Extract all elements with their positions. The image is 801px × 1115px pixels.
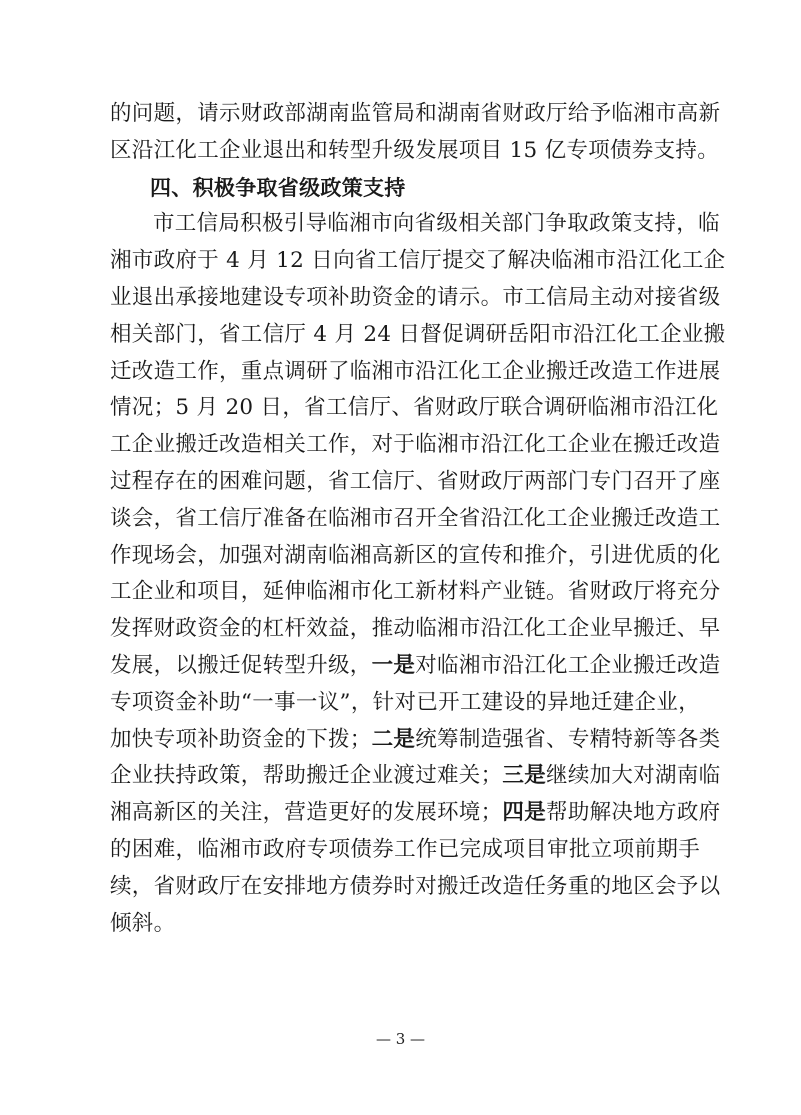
text-line <box>110 648 721 685</box>
text-line: 作现场会，加强对湖南临湘高新区的宣传和推介，引进优质的化 <box>110 542 721 568</box>
text-run: 对临湘市沿江化工企业搬迁改造 <box>415 652 721 678</box>
text-run: 统筹制造强省、专精特新等各类 <box>415 726 721 752</box>
text-run: 帮助解决地方政府 <box>546 800 721 826</box>
text-run: 发展，以搬迁促转型升级， <box>110 652 372 678</box>
text-line: 区沿江化工企业退出和转型升级发展项目 15 亿专项债券支持。 <box>110 137 720 163</box>
text-line: 发挥财政资金的杠杆效益，推动临湘市沿江化工企业早搬迁、早 <box>110 616 721 642</box>
text-run: 加快专项补助资金的下拨； <box>110 726 372 752</box>
text-run: 继续加大对湖南临 <box>546 763 721 789</box>
text-line: 的问题，请示财政部湖南监管局和湖南省财政厅给予临湘市高新 <box>110 101 721 126</box>
point-label: 四是 <box>502 800 547 826</box>
text-line: 的困难，临湘市政府专项债券工作已完成项目审批立项前期手 <box>110 836 700 862</box>
page-number: — 3 — <box>375 1030 426 1048</box>
text-run: 湘高新区的关注，营造更好的发展环境； <box>110 800 503 826</box>
point-label: 三是 <box>502 763 547 789</box>
text-line: 市工信局积极引导临湘市向省级相关部门争取政策支持，临 <box>153 211 720 237</box>
text-run: 企业扶持政策，帮助搬迁企业渡过难关； <box>110 763 503 789</box>
text-line <box>110 758 721 795</box>
document-body <box>110 96 726 942</box>
text-line: 工企业搬迁改造相关工作，对于临湘市沿江化工企业在搬迁改造 <box>110 432 721 458</box>
text-line: 迁改造工作，重点调研了临湘市沿江化工企业搬迁改造工作进展 <box>110 358 721 384</box>
text-line: 谈会，省工信厅准备在临湘市召开全省沿江化工企业搬迁改造工 <box>110 505 721 531</box>
text-line: 续，省财政厅在安排地方债券时对搬迁改造任务重的地区会予以 <box>110 873 721 899</box>
text-line: 过程存在的困难问题，省工信厅、省财政厅两部门专门召开了座 <box>110 468 721 494</box>
text-line: 相关部门，省工信厅 4 月 24 日督促调研岳阳市沿江化工企业搬 <box>110 321 726 347</box>
point-label: 一是 <box>371 652 416 678</box>
text-line: 倾斜。 <box>110 910 176 936</box>
text-line: 工企业和项目，延伸临湘市化工新材料产业链。省财政厅将充分 <box>110 579 721 605</box>
text-line: 湘市政府于 4 月 12 日向省工信厅提交了解决临湘市沿江化工企 <box>110 248 726 274</box>
text-line <box>110 795 721 832</box>
text-line: 专项资金补助“一事一议”，针对已开工建设的异地迁建企业， <box>110 689 700 715</box>
text-line: 情况；5 月 20 日，省工信厅、省财政厅联合调研临湘市沿江化 <box>110 395 719 421</box>
text-line: 业退出承接地建设专项补助资金的请示。市工信局主动对接省级 <box>110 284 721 310</box>
section-heading: 四、积极争取省级政策支持 <box>150 175 406 200</box>
text-line <box>110 722 721 759</box>
point-label: 二是 <box>371 726 416 752</box>
